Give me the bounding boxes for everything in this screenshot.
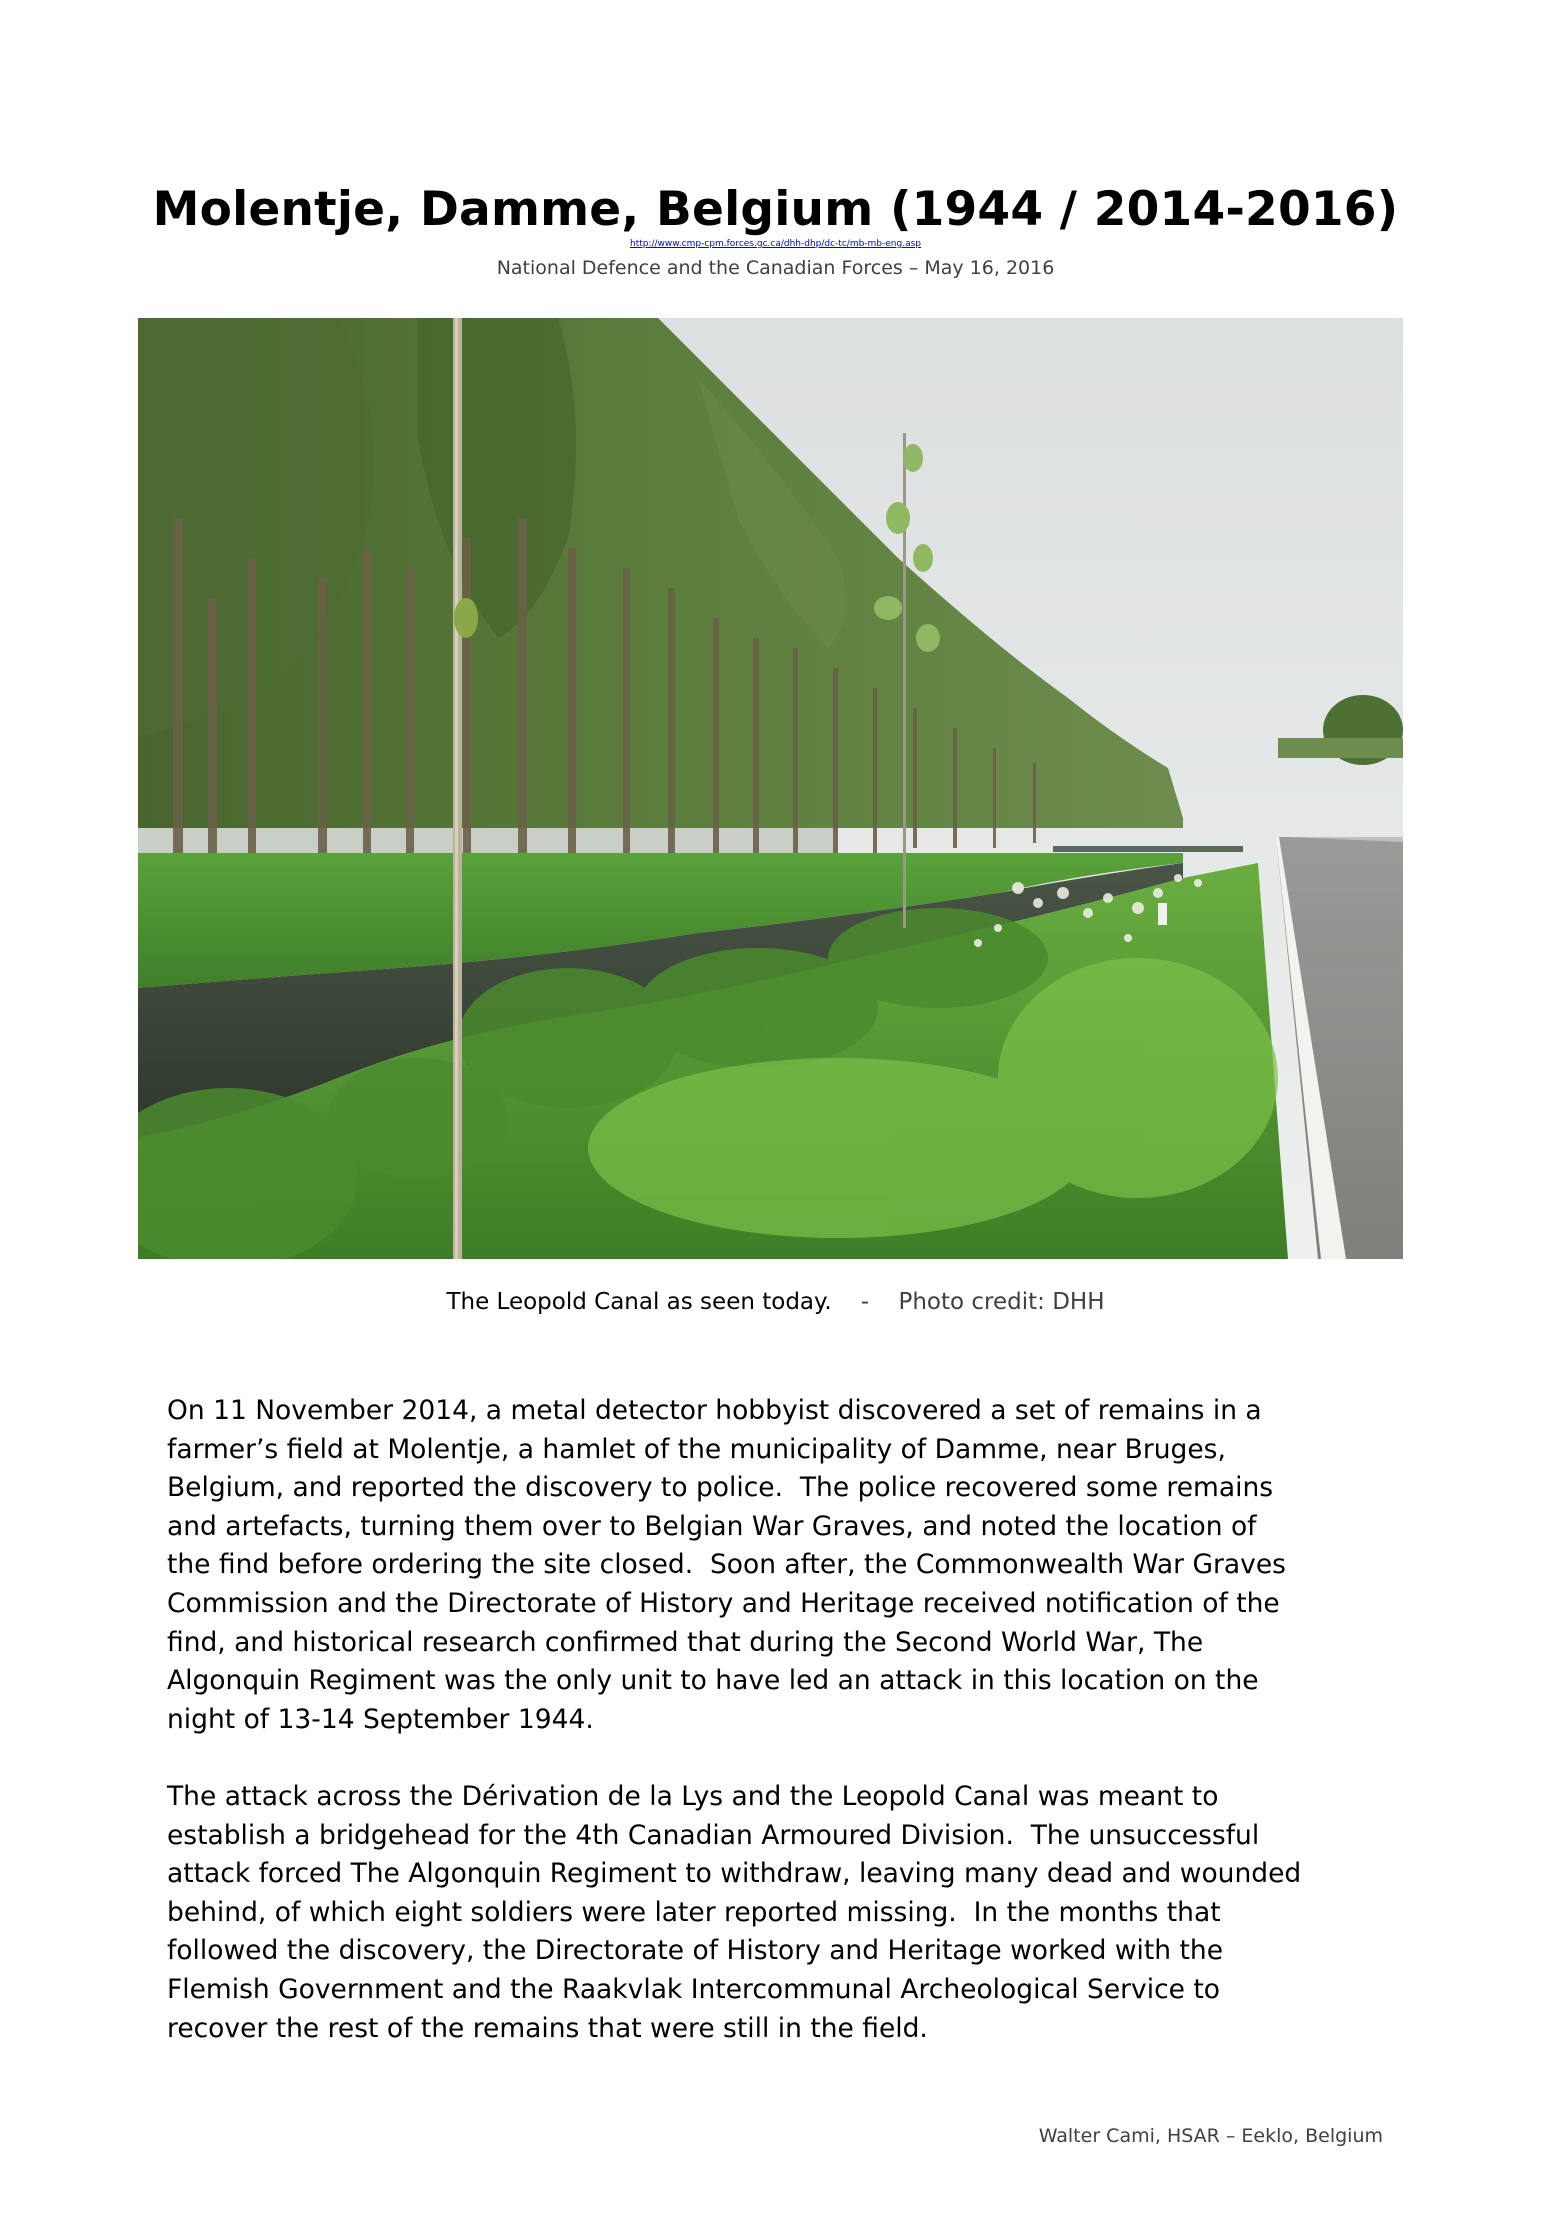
text-line: behind, of which eight soldiers were later reported missing. In the months that (167, 1896, 1221, 1928)
text-line: Commission and the Directorate of History and Heritage received notification of the (167, 1587, 1280, 1619)
paragraph-1 (167, 1392, 1407, 1739)
text-line: followed the discovery, the Directorate of History and Heritage worked with the (167, 1935, 1224, 1967)
photo-credit: Photo credit: DHH (898, 1289, 1105, 1315)
paragraph-2 (167, 1778, 1407, 2048)
text-line: recover the rest of the remains that were still in the field. (167, 2012, 928, 2044)
text-line: farmer’s field at Molentje, a hamlet of the municipality of Damme, near Bruges, (167, 1433, 1226, 1465)
paragraph-gap (167, 1739, 1407, 1778)
text-line: Algonquin Regiment was the only unit to have led an attack in this location on the (167, 1665, 1259, 1697)
canal-photo (138, 318, 1403, 1259)
text-line: the find before ordering the site closed. Soon after, the Commonwealth War Graves (167, 1549, 1286, 1581)
text-line: On 11 November 2014, a metal detector hobbyist discovered a set of remains in a (167, 1395, 1262, 1426)
photo-caption (0, 1285, 1551, 1319)
page-subtitle: National Defence and the Canadian Forces – May 16, 2016 (496, 257, 1055, 279)
page-title: Molentje, Damme, Belgium (1944 / 2014-2016) (152, 182, 1399, 237)
author-footer: Walter Cami, HSAR – Eeklo, Belgium (1038, 2125, 1383, 2147)
text-line: find, and historical research confirmed that during the Second World War, The (167, 1626, 1204, 1658)
caption-text: The Leopold Canal as seen today. (446, 1289, 832, 1315)
text-line: Belgium, and reported the discovery to police. The police recovered some remains (167, 1472, 1274, 1504)
text-line: establish a bridgehead for the 4th Canadian Armoured Division. The unsuccessful (167, 1819, 1260, 1851)
source-link[interactable]: http://www.cmp-cpm.forces.gc.ca/dhh-dhp/dc-tc/mb-mb-eng.asp (629, 239, 922, 249)
article-body (167, 1392, 1407, 2048)
text-line: Flemish Government and the Raakvlak Intercommunal Archeological Service to (167, 1973, 1220, 2005)
text-line: night of 13-14 September 1944. (167, 1703, 594, 1735)
text-line: attack forced The Algonquin Regiment to withdraw, leaving many dead and wounded (167, 1858, 1302, 1890)
canal-photo-illustration (138, 318, 1403, 1259)
text-line: The attack across the Dérivation de la Lys and the Leopold Canal was meant to (167, 1780, 1219, 1812)
text-line: and artefacts, turning them over to Belgian War Graves, and noted the location of (167, 1510, 1257, 1542)
caption-separator: - (860, 1289, 870, 1315)
